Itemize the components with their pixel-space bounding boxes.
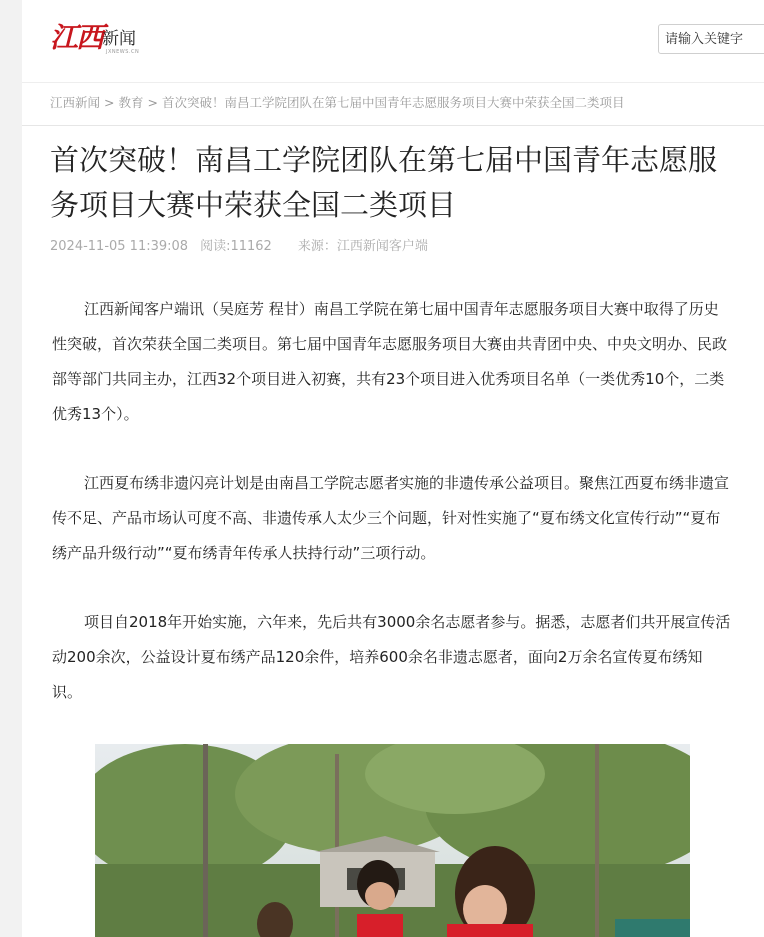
publish-date: 2024-11-05 11:39:08 [50, 239, 189, 254]
article-photo [95, 744, 690, 937]
article-source: 来源：江西新闻客户端 [297, 239, 428, 254]
author-names: 吴庭芳 程甘 [219, 300, 299, 318]
site-header [22, 0, 764, 82]
logo-text: 新闻 [102, 29, 136, 49]
breadcrumb-category-link[interactable]: 教育 [118, 95, 144, 110]
header-divider [22, 82, 764, 83]
article-paragraph: 江西夏布绣非遗闪亮计划是由南昌工学院志愿者实施的非遗传承公益项目。聚焦江西夏布绣非遗宣传不足、产品市场认可度不高、非遗传承人太少三个问题，针对性实施了“夏布绣文化宣传行动”“夏布绣产品升级行动”“夏布绣青年传承人扶持行动”三项行动。 [52, 474, 730, 562]
paragraph-lead: 江西新闻客户端讯（ [84, 300, 220, 318]
article-meta [50, 237, 440, 257]
breadcrumb-divider [22, 125, 764, 126]
search-input[interactable] [658, 24, 764, 54]
site-logo[interactable] [50, 20, 140, 60]
breadcrumb-separator: > [147, 95, 158, 110]
logo-url: JXNEWS.CN [106, 49, 140, 55]
breadcrumb [50, 94, 625, 112]
breadcrumb-current: 首次突破！南昌工学院团队在第七届中国青年志愿服务项目大赛中荣获全国二类项目 [162, 95, 625, 110]
logo-mark: 江西 [50, 21, 103, 54]
article-title: 首次突破！南昌工学院团队在第七届中国青年志愿服务项目大赛中荣获全国二类项目 [50, 143, 718, 222]
breadcrumb-home-link[interactable]: 江西新闻 [50, 95, 101, 110]
article-paragraph [52, 292, 732, 432]
paragraph-text: ）南昌工学院在第七届中国青年志愿服务项目大赛中取得了历史性突破，首次荣获全国二类项目。第七届中国青年志愿服务项目大赛由共青团中央、中央文明办、民政部等部门共同主办，江西32个项目进入初赛，共有23个项目进入优秀项目名单（一类优秀10个，二类优秀13个）。 [52, 300, 728, 423]
article-paragraph: 项目自2018年开始实施，六年来，先后共有3000余名志愿者参与。据悉，志愿者们共开展宣传活动200余次，公益设计夏布绣产品120余件，培养600余名非遗志愿者，面向2万余名宣传夏布绣知识。 [52, 613, 731, 701]
breadcrumb-separator: > [104, 95, 115, 110]
read-count: 阅读:11162 [200, 239, 272, 254]
article-page [22, 0, 764, 937]
